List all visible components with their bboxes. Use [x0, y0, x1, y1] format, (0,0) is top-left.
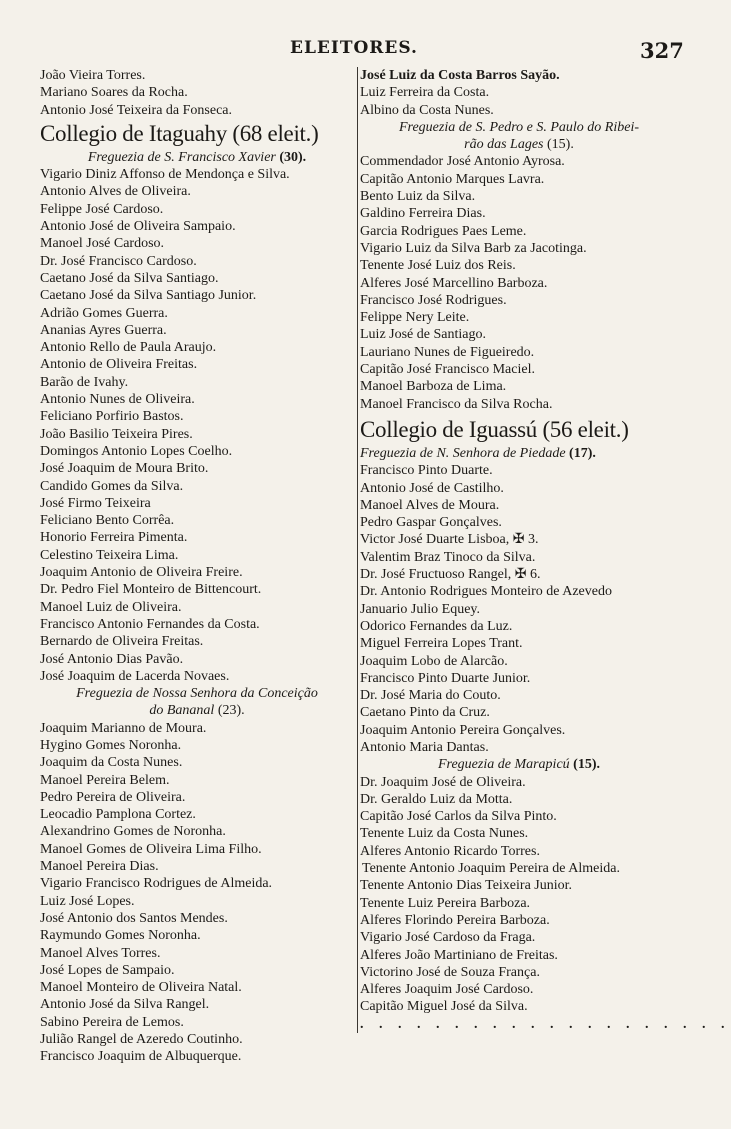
electors-list-piedade: [360, 462, 678, 756]
list-item: Capitão José Francisco Maciel.: [360, 362, 535, 378]
list-item: Manoel Francisco da Silva Rocha.: [360, 396, 553, 412]
list-item: Bento Luiz da Silva.: [360, 189, 476, 205]
list-item: Manoel Gomes de Oliveira Lima Filho.: [40, 841, 262, 857]
list-item: Odorico Fernandes da Luz.: [360, 618, 513, 634]
list-item: Feliciano Porfirio Bastos.: [40, 409, 184, 425]
list-item: Januario Julio Equey.: [360, 601, 481, 617]
list-item: Mariano Soares da Rocha.: [40, 85, 188, 101]
list-item: Dr. Geraldo Luiz da Motta.: [360, 791, 513, 807]
list-item: Antonio Alves de Oliveira.: [40, 184, 191, 200]
list-item: Alferes Florindo Pereira Barboza.: [360, 912, 550, 928]
list-item: Antonio José de Oliveira Sampaio.: [40, 219, 236, 235]
list-item: Manoel Alves de Moura.: [360, 497, 500, 513]
list-item: Francisco Joaquim de Albuquerque.: [40, 1049, 242, 1065]
electors-list-marapicu: [360, 774, 678, 1016]
list-item: Dr. José Maria do Couto.: [360, 688, 501, 704]
list-item: Vigario Diniz Affonso de Mendonça e Silva.: [40, 167, 290, 183]
list-item: Caetano Pinto da Cruz.: [360, 705, 490, 721]
list-item: José Antonio Dias Pavão.: [40, 651, 184, 667]
list-item: Alferes João Martiniano de Freitas.: [360, 947, 558, 963]
parish-name: Freguezia de Marapicú: [437, 757, 570, 773]
parish-count: (30).: [279, 149, 307, 165]
college-heading-itaguahy: Collegio de Itaguahy (68 eleit.): [40, 120, 319, 146]
list-item: Luiz Ferreira da Costa.: [360, 85, 490, 101]
parish-count: (15).: [573, 757, 600, 773]
list-item: João Vieira Torres.: [40, 68, 146, 83]
list-item: Francisco Pinto Duarte Junior.: [360, 670, 531, 686]
running-head: ELEITORES.: [290, 38, 418, 58]
list-item: Victor José Duarte Lisboa, ✠ 3.: [360, 532, 539, 548]
list-item: Caetano José da Silva Santiago.: [40, 270, 219, 286]
list-item: Joaquim da Costa Nunes.: [40, 755, 183, 771]
list-item: Commendador José Antonio Ayrosa.: [360, 154, 565, 170]
electors-list-conceicao-do-bananal: [40, 720, 354, 1066]
list-item: Francisco Pinto Duarte.: [360, 463, 493, 479]
list-item: Leocadio Pamplona Cortez.: [40, 807, 196, 823]
list-item: Alexandrino Gomes de Noronha.: [40, 824, 226, 840]
list-item: Alferes José Marcellino Barboza.: [360, 275, 548, 291]
list-item: Caetano José da Silva Santiago Junior.: [40, 288, 257, 304]
list-item: Miguel Ferreira Lopes Trant.: [360, 636, 523, 652]
list-item: Pedro Gaspar Gonçalves.: [360, 515, 502, 531]
list-item: Sabino Pereira de Lemos.: [40, 1014, 184, 1030]
parish-heading-piedade: [360, 445, 678, 462]
list-item: Felippe José Cardoso.: [40, 201, 164, 217]
list-item: Manoel José Cardoso.: [40, 236, 165, 252]
list-item: Joaquim Marianno de Moura.: [40, 720, 207, 736]
list-item: Domingos Antonio Lopes Coelho.: [40, 443, 233, 459]
list-item: Tenente Luiz da Costa Nunes.: [360, 826, 529, 842]
right-column: [357, 67, 731, 1033]
list-item: Capitão Antonio Marques Lavra.: [360, 171, 545, 187]
list-item: Feliciano Bento Corrêa.: [40, 513, 175, 529]
list-item: Tenente Antonio Joaquim Pereira de Almeida.: [362, 861, 620, 877]
list-item: Victorino José de Souza França.: [360, 964, 540, 980]
list-item: Antonio de Oliveira Freitas.: [40, 357, 198, 373]
list-item: Candido Gomes da Silva.: [40, 478, 184, 494]
list-item: José Joaquim de Lacerda Novaes.: [40, 668, 230, 684]
list-item: Felippe Nery Leite.: [360, 310, 470, 326]
list-item: Julião Rangel de Azeredo Coutinho.: [40, 1032, 243, 1048]
list-item: José Firmo Teixeira: [40, 495, 151, 511]
list-item: Manoel Luiz de Oliveira.: [40, 599, 182, 615]
parish-count: (23).: [217, 703, 245, 719]
list-item: Joaquim Lobo de Alarcão.: [360, 653, 508, 669]
parish-heading-marapicu: [360, 756, 678, 773]
parish-name-line-1: Freguezia de Nossa Senhora da Conceição: [76, 686, 318, 702]
electors-list-sao-francisco-xavier: [40, 166, 354, 685]
list-item: Tenente Antonio Dias Teixeira Junior.: [360, 878, 573, 894]
list-item: Antonio Nunes de Oliveira.: [40, 392, 195, 408]
page-number: 327: [640, 38, 684, 63]
list-item: Alferes Antonio Ricardo Torres.: [360, 843, 540, 859]
parish-heading-conceicao-do-bananal: [40, 685, 354, 720]
list-item: Vigario José Cardoso da Fraga.: [360, 930, 536, 946]
closing-dots: . . . . . . . . . . . . . . . . . . . .: [360, 1016, 731, 1032]
list-item: Ananias Ayres Guerra.: [40, 322, 167, 338]
list-item: Celestino Teixeira Lima.: [40, 547, 179, 563]
list-item: Hygino Gomes Noronha.: [40, 737, 182, 753]
list-item: Raymundo Gomes Noronha.: [40, 928, 201, 944]
list-item: João Basilio Teixeira Pires.: [40, 426, 193, 442]
parish-heading-ribeirao-das-lages: [360, 119, 678, 154]
list-item: Barão de Ivahy.: [40, 374, 129, 390]
list-item: Antonio Rello de Paula Araujo.: [40, 340, 217, 356]
top-entries-list: [40, 67, 354, 119]
list-item: Luiz José de Santiago.: [360, 327, 486, 343]
list-item: Dr. Pedro Fiel Monteiro de Bittencourt.: [40, 582, 262, 598]
list-item: Dr. José Fructuoso Rangel, ✠ 6.: [360, 567, 541, 583]
parish-count: (17).: [569, 445, 596, 461]
parish-name-line-2: rão das Lages: [464, 137, 544, 153]
electors-list-ribeirao-das-lages: [360, 153, 678, 412]
list-item: Antonio José Teixeira da Fonseca.: [40, 102, 232, 118]
list-item: Vigario Francisco Rodrigues de Almeida.: [40, 876, 273, 892]
list-item: Capitão Miguel José da Silva.: [360, 999, 528, 1015]
list-item: Tenente Luiz Pereira Barboza.: [360, 895, 531, 911]
list-item: Valentim Braz Tinoco da Silva.: [360, 549, 536, 565]
list-item: Lauriano Nunes de Figueiredo.: [360, 344, 535, 360]
list-item: Antonio Maria Dantas.: [360, 739, 489, 755]
list-item: Manoel Monteiro de Oliveira Natal.: [40, 980, 242, 996]
list-item: Luiz José Lopes.: [40, 893, 135, 909]
list-item: José Antonio dos Santos Mendes.: [40, 910, 228, 926]
list-item: Galdino Ferreira Dias.: [360, 206, 486, 222]
list-item: Joaquim Antonio Pereira Gonçalves.: [360, 722, 566, 738]
list-item: Albino da Costa Nunes.: [360, 102, 494, 118]
parish-count: (15).: [547, 137, 574, 153]
list-item: Francisco Antonio Fernandes da Costa.: [40, 616, 260, 632]
parish-heading-sao-francisco-xavier: [40, 149, 354, 166]
parish-name: Freguezia de N. Senhora de Piedade: [360, 445, 566, 461]
parish-name-line-1: Freguezia de S. Pedro e S. Paulo do Ribei-: [398, 119, 640, 135]
list-item: José Luiz da Costa Barros Sayão.: [360, 68, 560, 83]
top-entries-list: [360, 67, 678, 119]
list-item: Joaquim Antonio de Oliveira Freire.: [40, 565, 243, 581]
list-item: José Lopes de Sampaio.: [40, 962, 175, 978]
list-item: Tenente José Luiz dos Reis.: [360, 258, 516, 274]
list-item: Alferes Joaquim José Cardoso.: [360, 982, 534, 998]
list-item: Manoel Pereira Belem.: [40, 772, 170, 788]
list-item: Dr. José Francisco Cardoso.: [40, 253, 197, 269]
list-item: Vigario Luiz da Silva Barb za Jacotinga.: [360, 240, 587, 256]
college-heading-iguassu: Collegio de Iguassú (56 eleit.): [360, 416, 629, 442]
list-item: Manoel Pereira Dias.: [40, 859, 159, 875]
list-item: Honorio Ferreira Pimenta.: [40, 530, 188, 546]
list-item: Manoel Barboza de Lima.: [360, 379, 507, 395]
list-item: Dr. Joaquim José de Oliveira.: [360, 774, 526, 790]
parish-name-line-2: do Bananal: [149, 703, 215, 719]
list-item: Antonio José de Castilho.: [360, 480, 504, 496]
list-item: Bernardo de Oliveira Freitas.: [40, 634, 204, 650]
list-item: Adrião Gomes Guerra.: [40, 305, 168, 321]
list-item: Francisco José Rodrigues.: [360, 292, 507, 308]
left-column: [40, 67, 354, 1066]
list-item: Garcia Rodrigues Paes Leme.: [360, 223, 527, 239]
list-item: Dr. Antonio Rodrigues Monteiro de Azevedo: [360, 584, 612, 600]
list-item: Capitão José Carlos da Silva Pinto.: [360, 809, 557, 825]
list-item: José Joaquim de Moura Brito.: [40, 461, 209, 477]
list-item: Pedro Pereira de Oliveira.: [40, 789, 186, 805]
list-item: Manoel Alves Torres.: [40, 945, 161, 961]
list-item: Antonio José da Silva Rangel.: [40, 997, 210, 1013]
parish-name: Freguezia de S. Francisco Xavier: [87, 149, 276, 165]
